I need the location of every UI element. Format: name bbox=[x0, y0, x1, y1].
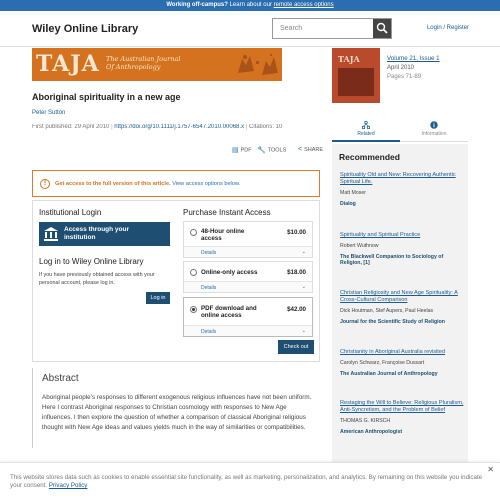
purchase-option-48-hour[interactable] bbox=[183, 221, 313, 258]
recommended-journal: The Blackwell Companion to Sociology of Religion, [1] bbox=[340, 254, 444, 266]
journal-subtitle-line1: The Australian Journal bbox=[106, 55, 181, 63]
access-options-panel bbox=[32, 200, 320, 362]
issue-link[interactable]: Volume 21, Issue 1 bbox=[387, 55, 440, 62]
chevron-down-icon: ⌄ bbox=[301, 249, 306, 255]
abstract-section bbox=[32, 368, 320, 448]
doi-link[interactable]: https://doi.org/10.1111/j.1757-6547.2010.00068.x bbox=[114, 124, 245, 130]
recommended-title[interactable]: Spirituality Old and New: Recovering Authentic Spiritual Life. bbox=[340, 172, 456, 185]
share-button[interactable] bbox=[298, 146, 323, 153]
option-label-line2: access bbox=[201, 235, 222, 242]
option-label bbox=[201, 228, 244, 242]
article-title: Aboriginal spirituality in a new age bbox=[32, 92, 181, 102]
pdf-icon: ▤ bbox=[232, 147, 239, 154]
list-item bbox=[340, 400, 464, 435]
recommended-journal: Journal for the Scientific Study of Religion bbox=[340, 319, 445, 325]
option-details-toggle[interactable] bbox=[184, 325, 312, 336]
recommended-journal: American Anthropologist bbox=[340, 429, 403, 435]
recommended-journal: Dialog bbox=[340, 201, 356, 207]
first-published-date: 29 April 2010 bbox=[74, 124, 110, 130]
radio-pdf-online[interactable] bbox=[190, 306, 197, 313]
share-icon: < bbox=[298, 146, 303, 153]
option-price: $42.00 bbox=[287, 306, 306, 313]
recommended-title[interactable]: Christianity in Aboriginal Australia revisited bbox=[340, 349, 446, 355]
radio-online-only[interactable] bbox=[190, 269, 197, 276]
site-logo[interactable]: Wiley Online Library bbox=[32, 23, 139, 35]
article-author[interactable]: Peter Sutton bbox=[32, 110, 66, 116]
recommended-authors: Matt Moser bbox=[340, 190, 366, 196]
search-placeholder: Search bbox=[280, 25, 303, 32]
access-warning-bold: Get access to the full version of this article. bbox=[55, 181, 171, 187]
option-label: Online-only access bbox=[201, 269, 258, 276]
option-price: $10.00 bbox=[287, 229, 306, 236]
radio-48-hour[interactable] bbox=[190, 229, 197, 236]
login-register-link[interactable]: Login / Register bbox=[426, 25, 469, 31]
issue-pages: Pages 71-89 bbox=[387, 74, 422, 80]
recommended-authors: Carolyn Schwarz, Françoise Dussart bbox=[340, 360, 425, 366]
side-tabs bbox=[332, 116, 468, 142]
journal-subtitle-line2: Of Anthropology bbox=[106, 63, 161, 71]
purchase-heading: Purchase Instant Access bbox=[183, 208, 271, 217]
option-details-toggle[interactable] bbox=[184, 246, 312, 257]
institution-button-label bbox=[64, 226, 129, 242]
tab-related[interactable] bbox=[332, 116, 400, 142]
recommended-authors: THOMAS G. KIRSCH bbox=[340, 418, 391, 424]
details-label: Details bbox=[201, 329, 217, 335]
purchase-option-pdf-online[interactable] bbox=[183, 297, 313, 337]
tools-label: TOOLS bbox=[267, 147, 287, 154]
cover-image bbox=[338, 68, 374, 96]
information-icon bbox=[430, 121, 438, 129]
issue-date: April 2010 bbox=[387, 65, 415, 71]
abstract-heading: Abstract bbox=[42, 373, 79, 384]
first-published-label: First published: bbox=[32, 124, 75, 130]
purchase-option-online-only[interactable] bbox=[183, 261, 313, 293]
tab-information-label: Information bbox=[421, 131, 447, 137]
chevron-down-icon: ⌄ bbox=[301, 284, 306, 290]
institution-button-line1: Access through your bbox=[64, 226, 130, 233]
remote-access-link[interactable]: remote access options bbox=[273, 2, 334, 8]
article-meta: First published: 29 April 2010 | https://doi.org/10.1111/j.1757-6547.2010.00068.x | Citations: 10 bbox=[32, 124, 283, 130]
recommended-panel bbox=[332, 144, 468, 474]
search-icon bbox=[376, 22, 388, 34]
remote-access-bar bbox=[0, 0, 500, 11]
access-warning-text bbox=[55, 181, 240, 187]
wiley-login-heading: Log in to Wiley Online Library bbox=[39, 257, 144, 266]
remote-access-text: Learn about our bbox=[227, 2, 274, 8]
issue-cover[interactable] bbox=[332, 48, 380, 103]
institutional-login-heading: Institutional Login bbox=[39, 208, 102, 217]
wrench-icon: 🔧 bbox=[257, 147, 266, 154]
option-label-line2: online access bbox=[201, 312, 242, 319]
privacy-policy-link[interactable]: Privacy Policy bbox=[48, 482, 88, 489]
list-item bbox=[340, 172, 464, 207]
institution-icon bbox=[43, 226, 59, 242]
tab-information[interactable] bbox=[400, 116, 468, 142]
citations-count[interactable]: Citations: 10 bbox=[248, 124, 283, 130]
close-icon[interactable]: ✕ bbox=[487, 465, 494, 474]
share-label: SHARE bbox=[304, 146, 324, 153]
search-input[interactable] bbox=[272, 18, 392, 39]
option-label bbox=[201, 305, 257, 319]
recommended-heading: Recommended bbox=[339, 152, 400, 162]
access-options-link[interactable]: View access options below. bbox=[172, 181, 241, 187]
option-label-line1: PDF download and bbox=[201, 305, 257, 312]
list-item bbox=[340, 290, 464, 325]
recommended-authors: Dick Houtman, Stef Aupers, Paul Heelas bbox=[340, 308, 434, 314]
pdf-label: PDF bbox=[240, 147, 252, 154]
tools-button[interactable] bbox=[257, 146, 286, 154]
recommended-title[interactable]: Christian Religiosity and New Age Spirituality: A Cross-Cultural Comparison bbox=[340, 290, 458, 303]
recommended-title[interactable]: Spirituality and Spiritual Practice bbox=[340, 232, 421, 238]
recommended-title[interactable]: Restaging the Will to Believe: Religious Pluralism, Anti-Syncretism, and the Problem of Belief bbox=[340, 400, 464, 413]
checkout-button[interactable]: Check out bbox=[278, 340, 314, 354]
log-in-button[interactable]: Log in bbox=[146, 292, 170, 304]
search-button[interactable] bbox=[373, 19, 391, 38]
pdf-button[interactable] bbox=[232, 146, 252, 154]
tab-related-label: Related bbox=[357, 131, 375, 137]
access-warning bbox=[32, 170, 320, 197]
site-header bbox=[0, 11, 500, 47]
option-label-line1: 48-Hour online bbox=[201, 228, 245, 235]
option-details-toggle[interactable] bbox=[184, 281, 312, 292]
details-label: Details bbox=[201, 285, 217, 291]
chevron-down-icon: ⌄ bbox=[301, 328, 306, 334]
cover-abbrev: TAJA bbox=[338, 54, 360, 64]
related-icon bbox=[362, 121, 370, 129]
details-label: Details bbox=[201, 250, 217, 256]
banner-decoration-icon bbox=[232, 51, 282, 78]
abstract-text: Aboriginal people’s responses to different exogenous religious influences have not been uniform. Here I contrast Aboriginal responses to Christian cosmology with responses to New Age influences. I then explore the question of whether a comparison of classical Aboriginal religious thought with New Age ideas and values yields much in the way of similarities or compatibilities. bbox=[42, 394, 312, 431]
option-price: $18.00 bbox=[287, 269, 306, 276]
journal-subtitle bbox=[106, 55, 180, 71]
cookie-text bbox=[10, 474, 490, 490]
remote-access-bold: Working off-campus? bbox=[166, 2, 228, 8]
cookie-message: This website stores data such as cookies to enable essential site functionality, as well as marketing, personalization, and analytics. By remaining on this website you indicate your consent. bbox=[10, 474, 483, 489]
cookie-banner bbox=[0, 462, 500, 500]
list-item bbox=[340, 349, 464, 377]
wiley-login-text: If you have previously obtained access with your personal account, please log in. bbox=[39, 272, 155, 286]
recommended-journal: The Australian Journal of Anthropology bbox=[340, 371, 438, 377]
institution-button-line2: institution bbox=[64, 234, 96, 241]
recommended-authors: Robert Wuthnow bbox=[340, 243, 379, 249]
institution-access-button[interactable] bbox=[39, 222, 170, 246]
list-item bbox=[340, 232, 464, 266]
journal-abbrev: TAJA bbox=[36, 51, 100, 77]
info-icon: ! bbox=[40, 179, 50, 189]
journal-banner[interactable] bbox=[32, 48, 282, 81]
